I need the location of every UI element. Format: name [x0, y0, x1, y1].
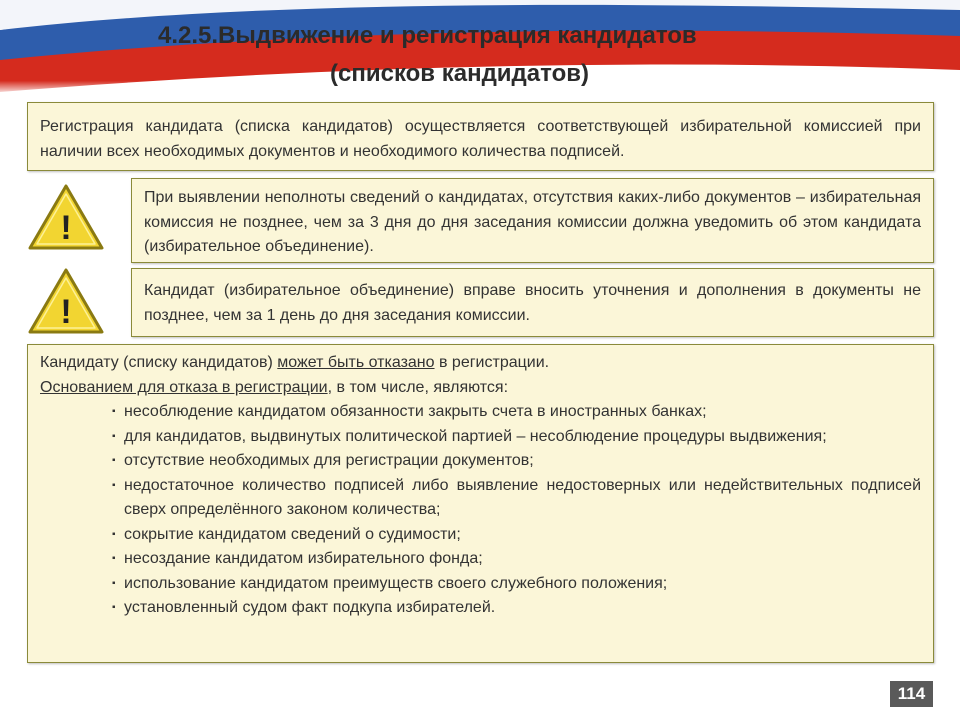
slide-title [0, 14, 960, 94]
list-item-text: установленный судом факт подкупа избирателей. [124, 599, 496, 616]
list-item-text: несоздание кандидатом избирательного фонда; [124, 550, 483, 567]
svg-text:!: ! [60, 293, 72, 331]
list-item [40, 596, 921, 621]
list-item-text: недостаточное количество подписей либо выявление недостоверных или недействительных подписей сверх определённого законом количества; [124, 476, 921, 518]
title-line-2: (списков кандидатов) [330, 60, 589, 87]
bullet-icon: ▪ [112, 602, 116, 613]
registration-text: Регистрация кандидата (списка кандидатов) осуществляется соответствующей избирательной комиссией при наличии всех необходимых документов и необходимого количества подписей. [40, 118, 921, 160]
corrections-info-box [131, 268, 934, 337]
list-item-text: несоблюдение кандидатом обязанности закрыть счета в иностранных банках; [124, 403, 707, 420]
bullet-icon: ▪ [112, 430, 116, 442]
incomplete-info-text: При выявлении неполноты сведений о кандидатах, отсутствия каких-либо документов – избирательная комиссия не позднее, чем за 3 дня до дня заседания комиссии должна уведомить об этом кандидата (избирательное объединение). [144, 189, 921, 255]
warning-icon [26, 266, 106, 338]
incomplete-info-box [131, 178, 934, 263]
page-number: 114 [890, 681, 933, 707]
bullet-icon: ▪ [112, 479, 116, 491]
grounds-intro-underlined: Основанием для отказа в регистрации [40, 378, 328, 396]
bullet-icon: ▪ [112, 406, 116, 417]
list-item-text: сокрытие кандидатом сведений о судимости; [124, 525, 461, 543]
bullet-icon: ▪ [112, 577, 116, 589]
list-item-text: отсутствие необходимых для регистрации документов; [124, 452, 534, 469]
bullet-icon: ▪ [112, 553, 116, 564]
list-item [40, 572, 921, 597]
list-item [40, 523, 921, 548]
list-item [40, 474, 921, 523]
refusal-intro-text: Кандидату (списку кандидатов) [40, 354, 278, 371]
refusal-grounds-box [27, 344, 934, 663]
bullet-icon: ▪ [112, 455, 116, 466]
corrections-text: Кандидат (избирательное объединение) вправе вносить уточнения и дополнения в документы не позднее, чем за 1 день до дня заседания комиссии. [144, 282, 921, 324]
svg-text:!: ! [60, 209, 72, 247]
refusal-intro-underlined: может быть отказано [277, 354, 435, 371]
list-item-text: использование кандидатом преимуществ своего служебного положения; [124, 574, 668, 592]
list-item [40, 400, 921, 425]
refusal-intro [40, 351, 921, 376]
refusal-intro-end: в регистрации. [434, 354, 550, 371]
list-item [40, 425, 921, 450]
registration-info-box [27, 102, 934, 171]
list-item [40, 547, 921, 572]
warning-icon [26, 182, 106, 254]
title-line-1: 4.2.5.Выдвижение и регистрация кандидатов [158, 22, 697, 49]
bullet-icon: ▪ [112, 528, 116, 540]
grounds-intro-text: , в том числе, являются: [327, 378, 509, 396]
grounds-intro [40, 376, 921, 401]
list-item-text: для кандидатов, выдвинутых политической партией – несоблюдение процедуры выдвижения; [124, 427, 827, 445]
list-item [40, 449, 921, 474]
